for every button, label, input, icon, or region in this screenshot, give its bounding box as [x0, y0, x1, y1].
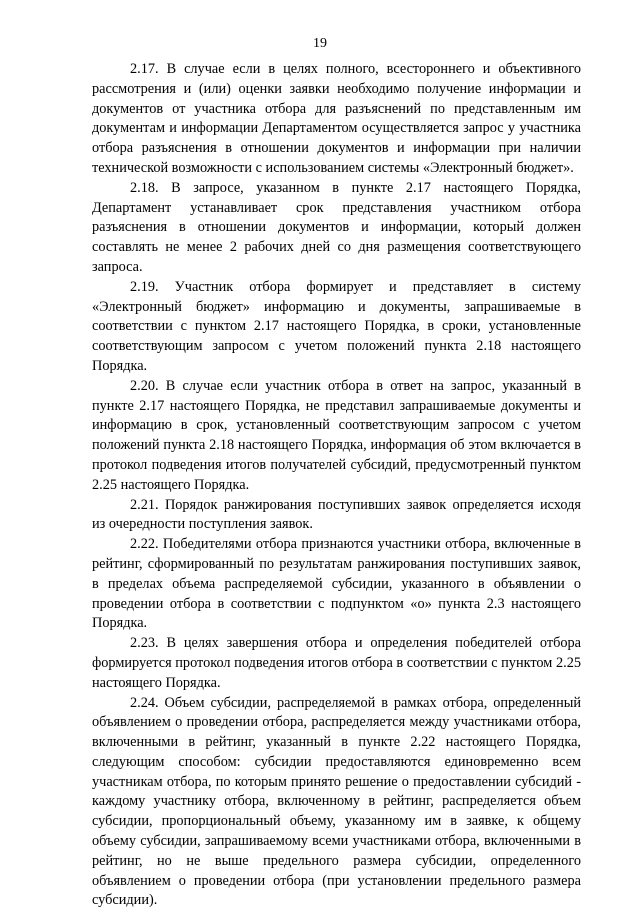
paragraph-2-19: 2.19. Участник отбора формирует и представляет в систему «Электронный бюджет» информацию и документы, запрашиваемые в соответствии с пунктом 2.17 настоящего Порядка, в сроки, установленные соответствующим запросом с учетом положений пункта 2.18 настоящего Порядка. — [92, 278, 581, 377]
document-body — [92, 60, 581, 911]
paragraph-2-23: 2.23. В целях завершения отбора и определения победителей отбора формируется протокол подведения итогов отбора в соответствии с пунктом 2.25 настоящего Порядка. — [92, 634, 581, 693]
paragraph-2-20: 2.20. В случае если участник отбора в ответ на запрос, указанный в пункте 2.17 настоящего Порядка, не представил запрашиваемые документы и информацию в срок, установленный соответствующим запросом с учетом положений пункта 2.18 настоящего Порядка, информация об этом включается в протокол подведения итогов получателей субсидий, предусмотренный пунктом 2.25 настоящего Порядка. — [92, 377, 581, 496]
paragraph-2-24: 2.24. Объем субсидии, распределяемой в рамках отбора, определенный объявлением о проведении отбора, распределяется между участниками отбора, включенными в рейтинг, указанный в пункте 2.22 настоящего Порядка, следующим способом: субсидии предоставляются единовременно всем участникам отбора, по которым принято решение о предоставлении субсидий - каждому участнику отбора, включенному в рейтинг, распределяется объем субсидии, пропорциональный объему, указанному им в заявке, к общему объему субсидии, запрашиваемому всеми участниками отбора, включенными в рейтинг, но не выше предельного размера субсидии, определенного объявлением о проведении отбора (при установлении предельного размера субсидии). — [92, 694, 581, 911]
paragraph-2-18: 2.18. В запросе, указанном в пункте 2.17 настоящего Порядка, Департамент устанавливает срок представления участником отбора разъяснения в отношении документов и информации, который должен составлять не менее 2 рабочих дней со дня размещения соответствующего запроса. — [92, 179, 581, 278]
paragraph-2-22: 2.22. Победителями отбора признаются участники отбора, включенные в рейтинг, сформированный по результатам ранжирования поступивших заявок, в пределах объема распределяемой субсидии, указанного в объявлении о проведении отбора в соответствии с подпунктом «о» пункта 2.3 настоящего Порядка. — [92, 535, 581, 634]
paragraph-2-21: 2.21. Порядок ранжирования поступивших заявок определяется исходя из очередности поступления заявок. — [92, 496, 581, 536]
page-number: 19 — [0, 36, 640, 52]
paragraph-2-17: 2.17. В случае если в целях полного, всестороннего и объективного рассмотрения и (или) оценки заявки необходимо получение информации и документов от участника отбора для разъяснений по представленным им документам и информации Департаментом осуществляется запрос у участника отбора разъяснения в отношении документов и информации при наличии технической возможности с использованием системы «Электронный бюджет». — [92, 60, 581, 179]
